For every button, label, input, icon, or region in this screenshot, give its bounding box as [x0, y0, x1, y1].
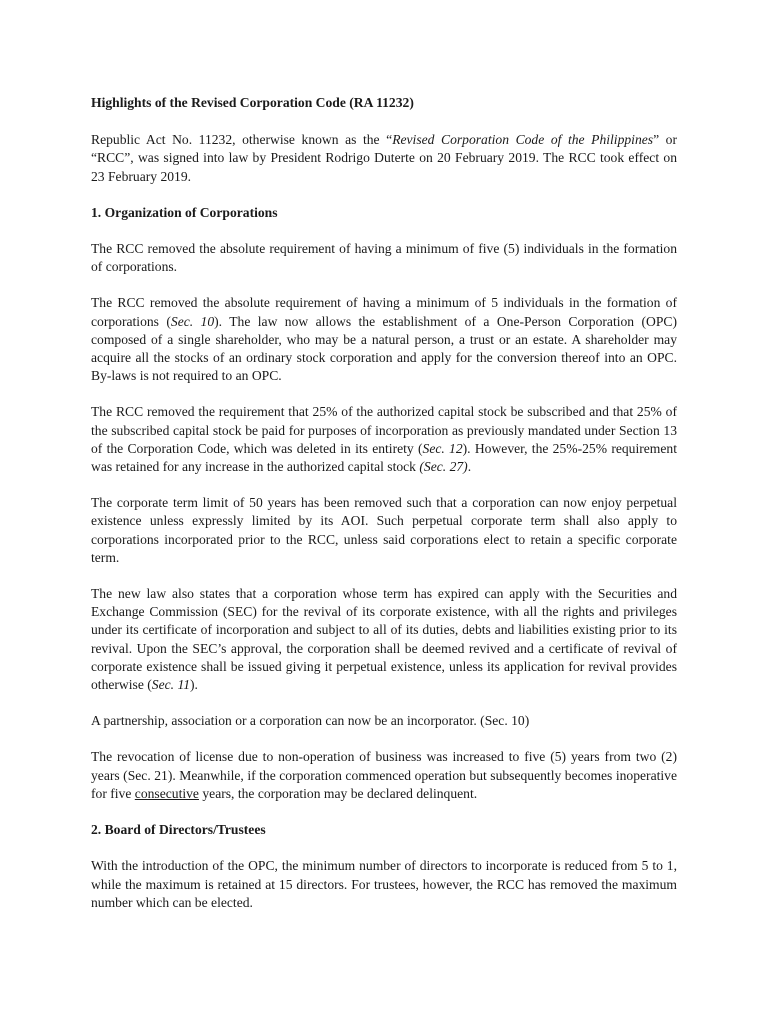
paragraph-text: ). The law now allows the establishment of a One-Person Corporation (OPC) composed of a single shareholder, who may be a natural person, a trust or an estate. A shareholder may acquire all the stocks of an ordinary stock corporation and apply for the conversion thereof into an OPC. By-laws is not required to an OPC.: [91, 313, 678, 384]
section-1-heading: 1. Organization of Corporations: [91, 204, 278, 220]
section-1-paragraph-3: [91, 403, 677, 476]
section-1-paragraph-1: The RCC removed the absolute requirement of having a minimum of five (5) individuals in the formation of corporations.: [91, 241, 677, 275]
intro-paragraph: [91, 131, 677, 186]
section-1-paragraph-6: A partnership, association or a corporation can now be an incorporator. (Sec. 10): [91, 713, 530, 729]
section-2-paragraph-1: With the introduction of the OPC, the minimum number of directors to incorporate is reduced from 5 to 1, while the maximum is retained at 15 directors. For trustees, however, the RCC has removed the maximum number which can be elected.: [91, 858, 677, 910]
section-1-paragraph-2: [91, 294, 677, 385]
intro-text-1: Republic Act No. 11232, otherwise known as the “: [91, 132, 393, 148]
section-1-paragraph-5: [91, 585, 677, 694]
paragraph-text: ).: [190, 677, 198, 693]
section-citation: (Sec. 27): [419, 459, 468, 475]
paragraph-text: .: [467, 459, 472, 475]
section-2-heading: 2. Board of Directors/Trustees: [91, 822, 266, 838]
section-1-paragraph-4: The corporate term limit of 50 years has been removed such that a corporation can now enjoy perpetual existence unless expressly limited by its AOI. Such perpetual corporate term shall also apply to corporations incorporated prior to the RCC, unless said corporations elect to retain a specific corporate term.: [91, 495, 677, 565]
paragraph-text: The new law also states that a corporation whose term has expired can apply with the Securities and Exchange Commission (SEC) for the revival of its corporate existence, with all the rights and privileges under its certificate of incorporation and subject to all of its duties, debts and liabilities existing prior to its revival. Upon the SEC’s approval, the corporation shall be deemed revived and a certificate of revival of corporate existence shall be issued giving it perpetual existence, unless its application for revival provides otherwise (: [91, 586, 677, 693]
paragraph-text: The RCC removed the requirement that 25% of the authorized capital stock be subscribed and that 25% of the subscribed capital stock be paid for purposes of incorporation as previously mandated under Section 13 of the Corporation Code, which was deleted in its entirety (: [91, 404, 677, 456]
paragraph-text: The revocation of license due to non-operation of business was increased to five (5) years from two (2) years (Sec. 21). Meanwhile, if the corporation commenced operation but subsequently becomes inoperative for five: [91, 749, 677, 801]
underlined-word: consecutive: [134, 785, 199, 801]
intro-text-2: ” or “RCC”, was signed into law by President Rodrigo Duterte on 20 February 2019. The RCC took effect on 23 February 2019.: [91, 132, 677, 184]
section-1-paragraph-7: [91, 748, 677, 803]
intro-law-name: Revised Corporation Code of the Philippines: [392, 132, 654, 148]
section-citation: Sec. 10: [170, 313, 215, 329]
document-page: [91, 94, 677, 912]
paragraph-text: ). However, the 25%-25% requirement was retained for any increase in the authorized capital stock: [91, 440, 677, 475]
paragraph-text: years, the corporation may be declared delinquent.: [198, 785, 478, 801]
section-citation: Sec. 11: [151, 677, 191, 693]
section-citation: Sec. 12: [422, 440, 463, 456]
document-title: Highlights of the Revised Corporation Code (RA 11232): [91, 95, 414, 110]
paragraph-text: The RCC removed the absolute requirement of having a minimum of 5 individuals in the formation of corporations (: [91, 295, 677, 329]
